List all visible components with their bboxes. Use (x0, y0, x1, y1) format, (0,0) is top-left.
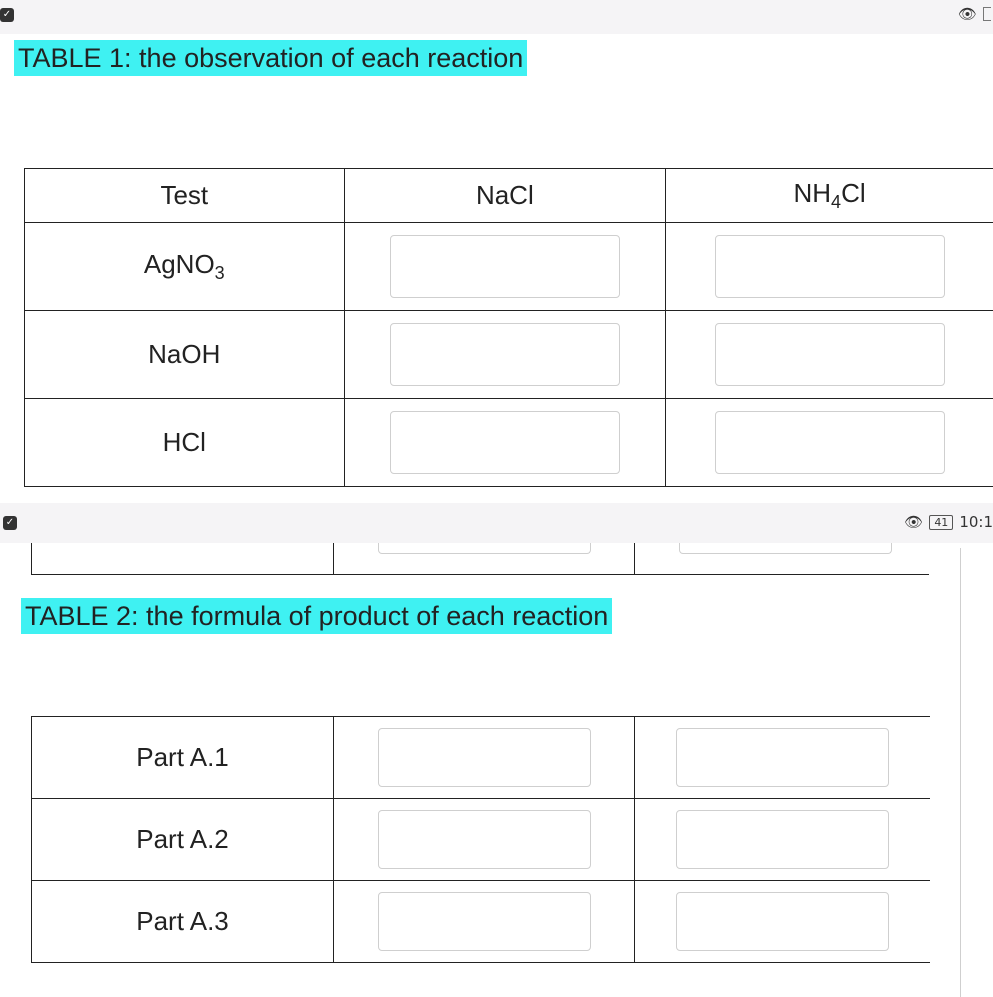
row-label-part-a3: Part A.3 (32, 881, 334, 963)
answer-input[interactable] (676, 810, 889, 869)
table1-heading: TABLE 1: the observation of each reaction (14, 40, 527, 76)
row-label-hcl: HCl (25, 399, 345, 487)
status-icons (958, 5, 991, 23)
checkbox-notification-icon: ✓ (3, 516, 17, 530)
answer-input[interactable] (715, 235, 945, 298)
answer-input[interactable] (378, 810, 591, 869)
checkbox-notification-icon: ✓ (0, 8, 14, 22)
row-label-part-a1: Part A.1 (32, 717, 334, 799)
observation-table (24, 168, 993, 487)
scrollbar[interactable] (960, 548, 961, 997)
table-row (25, 311, 993, 399)
battery-icon (983, 7, 991, 21)
answer-input[interactable] (679, 543, 892, 554)
status-icons (904, 513, 993, 531)
answer-input[interactable] (378, 728, 591, 787)
battery-icon: 41 (929, 515, 953, 530)
header-nh4cl: $NH_4Cl$ (666, 169, 993, 223)
previous-table-fragment (31, 543, 929, 575)
table-row (25, 223, 993, 311)
header-test: Test (25, 169, 345, 223)
answer-input[interactable] (390, 235, 620, 298)
formula-table (31, 716, 930, 963)
divider (333, 543, 334, 575)
table-row (25, 399, 993, 487)
header-nacl: NaCl (344, 169, 666, 223)
row-label-part-a2: Part A.2 (32, 799, 334, 881)
eye-icon: 👁 (904, 513, 924, 531)
table-row (32, 799, 930, 881)
answer-input[interactable] (676, 728, 889, 787)
answer-input[interactable] (378, 543, 591, 554)
answer-input[interactable] (378, 892, 591, 951)
row-label-naoh: NaOH (25, 311, 345, 399)
answer-input[interactable] (390, 411, 620, 474)
answer-input[interactable] (715, 411, 945, 474)
eye-icon: 👁 (957, 5, 977, 23)
table-row (32, 717, 930, 799)
status-bar-top (0, 0, 993, 34)
divider (634, 543, 635, 575)
table2-heading: TABLE 2: the formula of product of each reaction (21, 598, 612, 634)
answer-input[interactable] (676, 892, 889, 951)
table-row (32, 881, 930, 963)
row-label-agno3: AgNO$_3$ (25, 223, 345, 311)
table-header-row (25, 169, 993, 223)
status-bar-mid (0, 503, 993, 543)
answer-input[interactable] (390, 323, 620, 386)
status-time: 10:1 (959, 513, 993, 531)
answer-input[interactable] (715, 323, 945, 386)
